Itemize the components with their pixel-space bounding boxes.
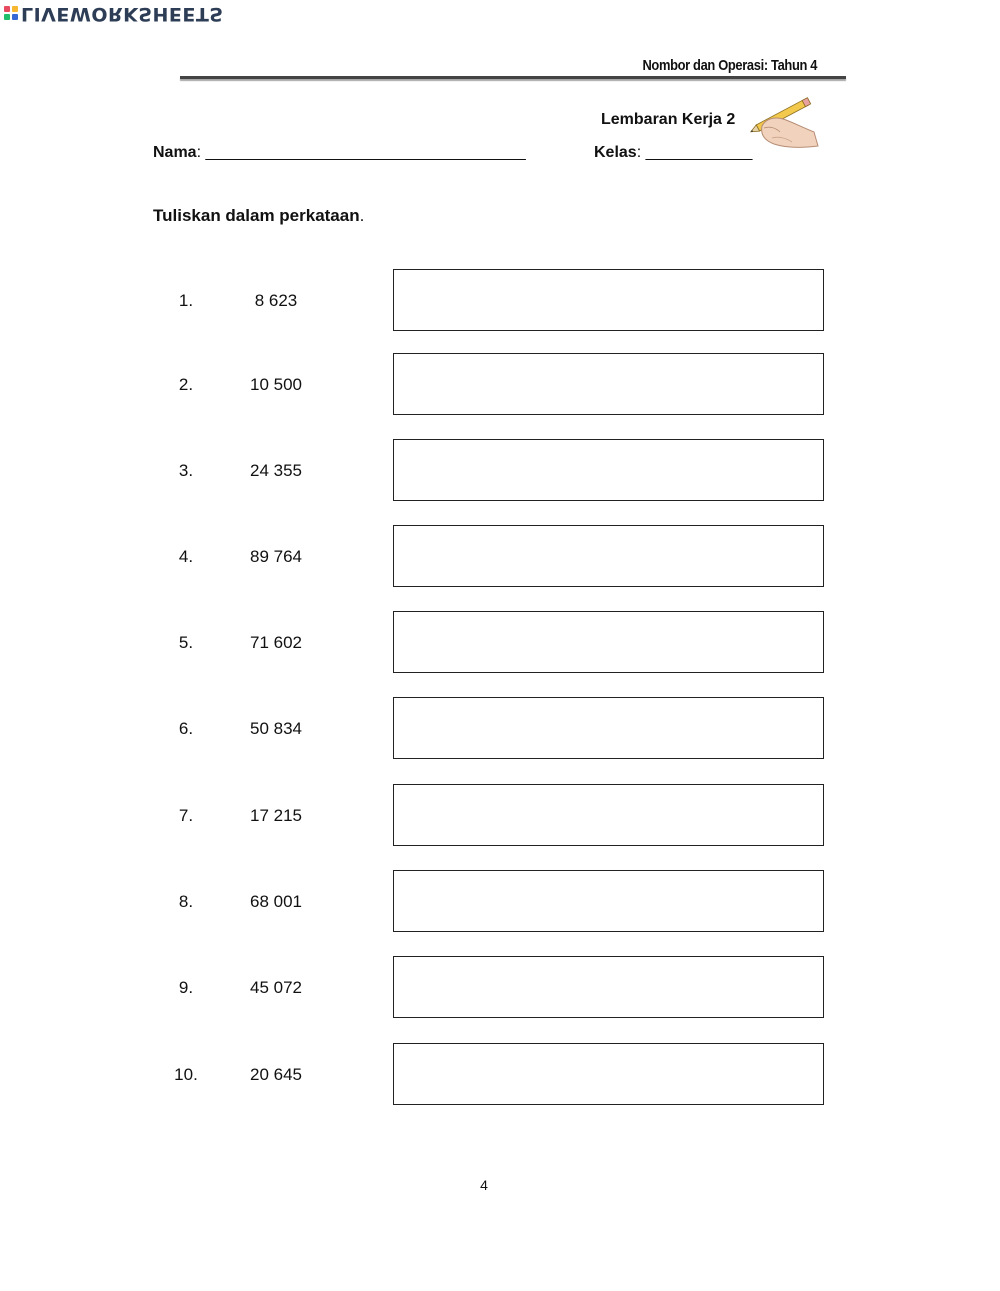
answer-box[interactable] bbox=[393, 353, 824, 415]
instruction-tail: . bbox=[359, 206, 365, 225]
question-value: 8 623 bbox=[254, 291, 298, 310]
answer-box[interactable] bbox=[393, 870, 824, 932]
question-row bbox=[0, 353, 1000, 417]
question-number: 7. bbox=[178, 806, 194, 825]
question-value: 68 001 bbox=[250, 892, 302, 911]
question-value: 17 215 bbox=[250, 806, 302, 825]
question-value: 20 645 bbox=[250, 1065, 302, 1084]
question-row bbox=[0, 611, 1000, 675]
answer-box[interactable] bbox=[393, 956, 824, 1018]
question-value: 50 834 bbox=[250, 719, 302, 738]
instruction bbox=[153, 206, 364, 226]
class-label: Kelas bbox=[594, 144, 637, 161]
answer-box[interactable] bbox=[393, 439, 824, 501]
question-number: 9. bbox=[178, 978, 194, 997]
question-number: 8. bbox=[178, 892, 194, 911]
brand-text: LIVEWORKSHEETS bbox=[21, 2, 224, 25]
header-divider bbox=[180, 76, 846, 79]
question-number: 10. bbox=[174, 1065, 198, 1084]
answer-box[interactable] bbox=[393, 269, 824, 331]
header-title: Nombor dan Operasi: Tahun 4 bbox=[642, 57, 817, 74]
name-line[interactable]: : ____________________________________ bbox=[196, 144, 526, 161]
question-number: 2. bbox=[178, 375, 194, 394]
question-number: 4. bbox=[178, 547, 194, 566]
question-row bbox=[0, 870, 1000, 934]
question-row bbox=[0, 1043, 1000, 1107]
question-value: 10 500 bbox=[250, 375, 302, 394]
question-row bbox=[0, 269, 1000, 333]
question-value: 71 602 bbox=[250, 633, 302, 652]
sheet-title: Lembaran Kerja 2 bbox=[601, 111, 736, 128]
answer-box[interactable] bbox=[393, 1043, 824, 1105]
question-row bbox=[0, 525, 1000, 589]
hand-writing-pencil-icon bbox=[742, 88, 820, 150]
liveworksheets-logo-icon bbox=[4, 6, 18, 20]
question-row bbox=[0, 439, 1000, 503]
question-number: 6. bbox=[178, 719, 194, 738]
answer-box[interactable] bbox=[393, 611, 824, 673]
answer-box[interactable] bbox=[393, 697, 824, 759]
question-value: 89 764 bbox=[250, 547, 302, 566]
class-line[interactable]: : ____________ bbox=[636, 144, 753, 161]
instruction-text: Tuliskan dalam perkataan bbox=[153, 206, 360, 225]
question-number: 3. bbox=[178, 461, 194, 480]
page-number: 4 bbox=[480, 1177, 488, 1193]
question-value: 24 355 bbox=[250, 461, 302, 480]
question-value: 45 072 bbox=[250, 978, 302, 997]
brand-logo bbox=[4, 2, 224, 24]
question-number: 5. bbox=[178, 633, 194, 652]
question-number: 1. bbox=[178, 291, 194, 310]
class-field bbox=[594, 144, 752, 162]
answer-box[interactable] bbox=[393, 525, 824, 587]
question-row bbox=[0, 784, 1000, 848]
name-field bbox=[153, 144, 526, 162]
question-row bbox=[0, 697, 1000, 761]
answer-box[interactable] bbox=[393, 784, 824, 846]
name-label: Nama bbox=[153, 144, 197, 161]
question-row bbox=[0, 956, 1000, 1020]
